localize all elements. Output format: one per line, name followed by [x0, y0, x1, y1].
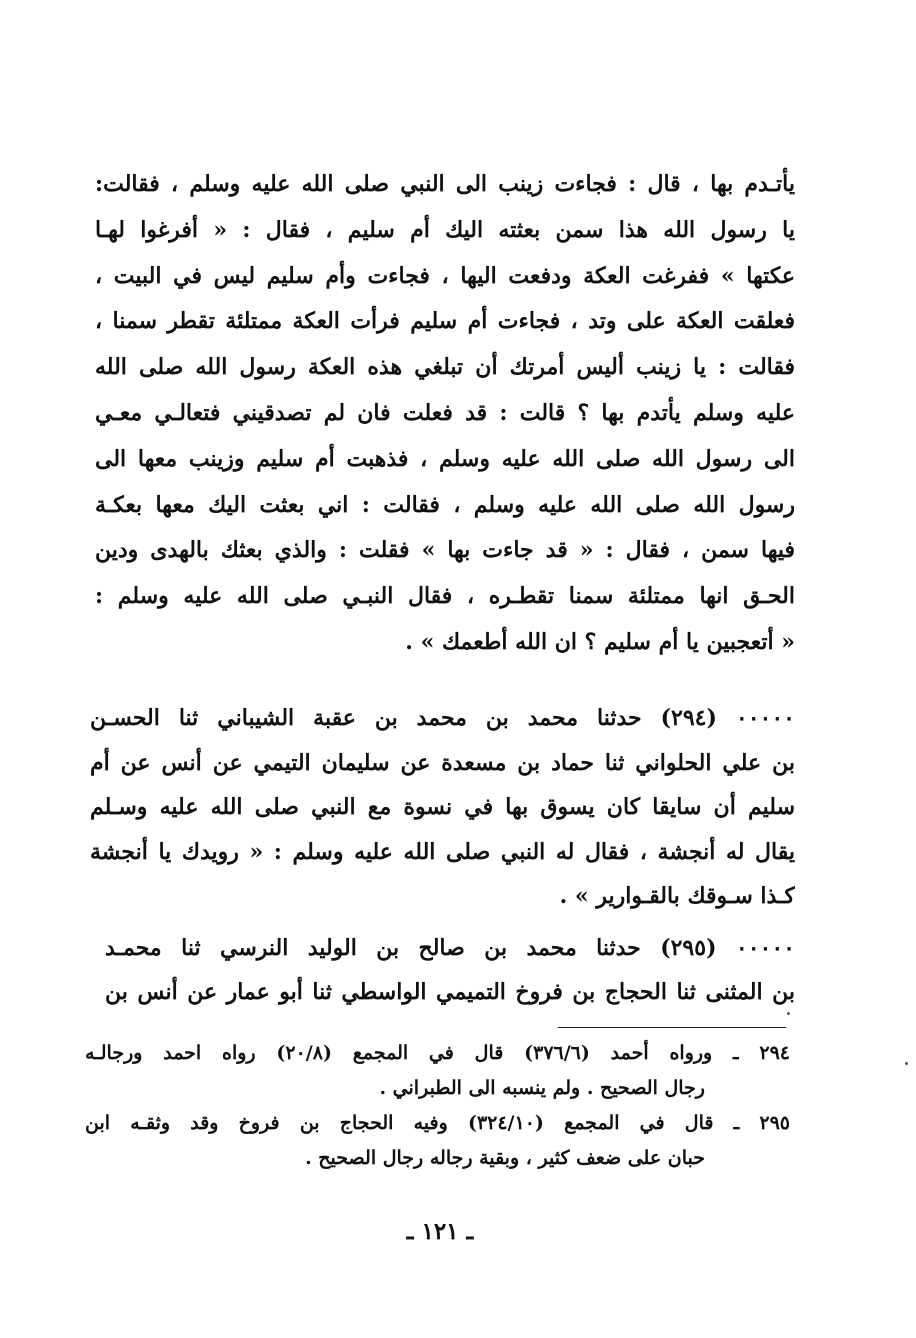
text-line: يأتـدم بها ، قال : فجاءت زينب الى النبي صلى الله عليه وسلم ، فقالت:: [95, 171, 795, 197]
footnote-295-line: حبان على ضعف كثير ، وبقية رجاله رجال الصحيح .: [305, 1147, 705, 1169]
text-line: فقالت : يا زينب أليس أمرتك أن تبلغي هذه العكة رسول الله صلى الله: [95, 354, 795, 381]
narrative-paragraph: [95, 162, 795, 666]
footnote-294-line: رجال الصحيح . ولم ينسبه الى الطبراني .: [379, 1077, 705, 1099]
text-line: يقال له أنجشة ، فقال له النبي صلى الله عليه وسلم : « رويدك يا أنجشة: [90, 838, 795, 865]
hadith-294-paragraph: [90, 696, 795, 919]
text-line: ٠٠٠٠٠ (٢٩٤) حدثنا محمد بن محمد بن عقبة الشيباني ثنا الحسـن: [90, 705, 795, 731]
hadith-295-paragraph: [105, 926, 795, 1014]
text-line: بن المثنى ثنا الحجاج بن فروخ التميمي الواسطي ثنا أبو عمار عن أنس بن: [105, 979, 795, 1005]
text-line: رسول الله صلى الله عليه وسلم ، فقالت : اني بعثت اليك معها بعكـة: [95, 491, 795, 518]
text-line: بن علي الحلواني ثنا حماد بن مسعدة عن سليمان التيمي عن أنس عن أم: [90, 749, 795, 776]
footnote-294-line: ٢٩٤ ـ ورواه أحمد (٣٧٦/٦) قال في المجمع (٢٠/٨) رواه احمد ورجالـه: [85, 1042, 790, 1064]
text-line: الحـق انها ممتلئة سمنا تقطـره ، فقال النبـي صلى الله عليه وسلم :: [95, 583, 795, 610]
text-line: يا رسول الله هذا سمن بعثته اليك أم سليم ، فقال : « أفرغوا لهـا: [95, 216, 795, 243]
text-line: سليم أن سايقا كان يسوق بها في نسوة مع النبي صلى الله عليه وسـلم: [90, 794, 795, 820]
text-line: عكتها » ففرغت العكة ودفعت اليها ، فجاءت وأم سليم ليس في البيت ،: [95, 262, 795, 289]
text-line: الى رسول الله صلى الله عليه وسلم ، فذهبت أم سليم وزينب معها الى: [95, 445, 795, 472]
text-line: ٠٠٠٠٠ (٢٩٥) حدثنا محمد بن صالح بن الوليد النرسي ثنا محمـد: [105, 935, 795, 961]
footnote-295-line: ٢٩٥ ـ قال في المجمع (٣٢٤/١٠) وفيه الحجاج بن فروخ وقد وثقـه ابن: [85, 1112, 790, 1134]
footnotes: [85, 1036, 790, 1176]
scan-speck: [787, 1012, 790, 1015]
page-number: ـ ١٢١ ـ: [406, 1218, 474, 1245]
scan-speck: [905, 1062, 908, 1065]
text-line: فعلقت العكة على وتد ، فجاءت أم سليم فرأت العكة ممتلئة تقطر سمنا ،: [95, 308, 795, 335]
text-line: « أتعجبين يا أم سليم ؟ ان الله أطعمك » .: [405, 628, 795, 655]
text-line: عليه وسلم يأتدم بها ؟ قالت : قد فعلت فان لم تصدقيني فتعالـي معـي: [95, 399, 795, 426]
text-line: فيها سمن ، فقال : « قد جاءت بها » فقلت : والذي بعثك بالهدى ودين: [95, 537, 795, 564]
footnote-separator: [558, 1027, 786, 1028]
text-line: كـذا سـوقك بالقـوارير » .: [559, 883, 795, 909]
